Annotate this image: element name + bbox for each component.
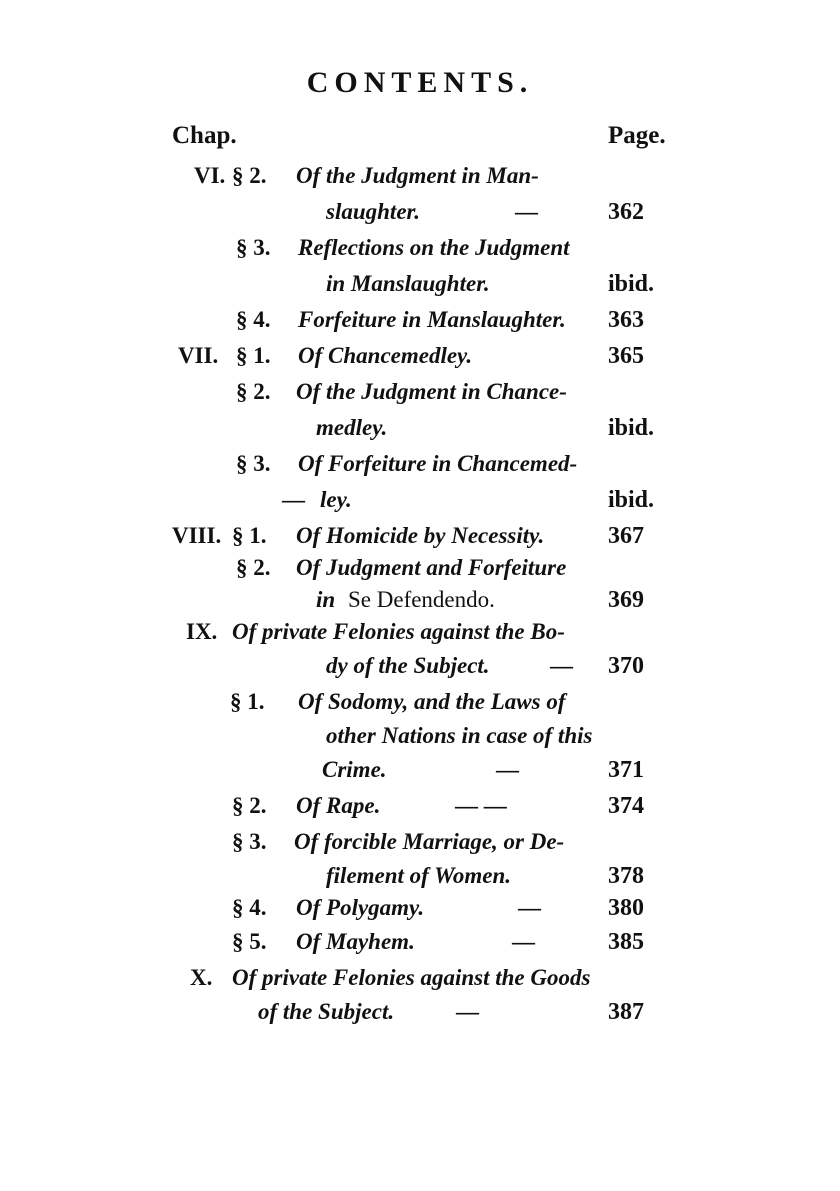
page-number: 380 (608, 895, 644, 921)
leader-dash: — (515, 199, 538, 224)
page-number: 387 (608, 999, 644, 1025)
entry-title: ley. (320, 487, 352, 512)
contents-row (0, 410, 840, 446)
section-number: § 4. (232, 895, 267, 920)
contents-row (0, 446, 840, 482)
entry-title: Of Mayhem. (296, 929, 415, 954)
page-number: 371 (608, 757, 644, 783)
entry-title: in Manslaughter. (326, 271, 490, 296)
entry-title: medley. (316, 415, 388, 440)
entry-title: Of forcible Marriage, or De- (294, 829, 565, 854)
section-number: § 2. (232, 793, 267, 818)
page-number: 362 (608, 199, 644, 225)
chapter-number: VII. (178, 343, 219, 368)
section-number: § 1. (236, 343, 271, 368)
contents-row (0, 994, 840, 1030)
contents-row (0, 858, 840, 894)
page-number: ibid. (608, 415, 655, 441)
page-number: 370 (608, 653, 644, 679)
leader-dash: — (550, 653, 573, 678)
contents-row (0, 518, 840, 554)
chap-column-header: Chap. (172, 122, 237, 149)
entry-title: Of Polygamy. (296, 895, 425, 920)
contents-row (0, 960, 840, 996)
contents-row (0, 194, 840, 230)
contents-row (0, 752, 840, 788)
section-number: § 3. (236, 235, 271, 260)
entry-title: Forfeiture in Manslaughter. (298, 307, 566, 332)
section-number: § 3. (232, 829, 267, 854)
entry-title: Of Judgment and Forfeiture (296, 555, 567, 580)
page-number: 369 (608, 587, 644, 613)
contents-row (0, 302, 840, 338)
entry-title: Of Homicide by Necessity. (296, 523, 545, 548)
contents-row (0, 824, 840, 860)
section-number: § 2. (236, 555, 271, 580)
entry-title: filement of Women. (326, 863, 512, 888)
contents-row (0, 230, 840, 266)
entry-title: Of Sodomy, and the Laws of (298, 689, 566, 714)
page-number: 378 (608, 863, 644, 889)
entry-title: Of private Felonies against the Bo- (232, 619, 565, 644)
entry-title: slaughter. (326, 199, 420, 224)
entry-title: of the Subject. (258, 999, 395, 1024)
entry-title: Of Forfeiture in Chancemed- (298, 451, 578, 476)
page-number: 363 (608, 307, 644, 333)
section-number: § 1. (230, 689, 265, 714)
section-number: § 2. (232, 163, 267, 188)
page-number: 365 (608, 343, 644, 369)
leader-dash: — (496, 757, 519, 782)
entry-title: dy of the Subject. (326, 653, 490, 678)
leader-dash: — (512, 929, 535, 954)
contents-row (0, 788, 840, 824)
entry-title: other Nations in case of this (326, 723, 593, 748)
entry-title: Of private Felonies against the Goods (232, 965, 591, 990)
contents-row (0, 582, 840, 618)
chapter-number: IX. (186, 619, 218, 644)
contents-row (0, 158, 840, 194)
entry-title: Of the Judgment in Chance- (296, 379, 567, 404)
entry-title: Of the Judgment in Man- (296, 163, 539, 188)
page-number: 385 (608, 929, 644, 955)
contents-row (0, 924, 840, 960)
page-column-header: Page. (608, 122, 666, 149)
section-number: § 1. (232, 523, 267, 548)
entry-title: Of Rape. (296, 793, 381, 818)
page-number: ibid. (608, 271, 655, 297)
contents-row (0, 266, 840, 302)
leader-dash: — — (455, 793, 507, 818)
contents-row (0, 684, 840, 720)
chapter-number: X. (190, 965, 213, 990)
entry-title: Crime. (322, 757, 387, 782)
contents-row (0, 614, 840, 650)
chapter-number: VIII. (172, 523, 222, 548)
leader-dash: — (282, 487, 305, 512)
leader-dash: — (518, 895, 541, 920)
chapter-number: VI. (194, 163, 226, 188)
entry-title: Of Chancemedley. (298, 343, 473, 368)
contents-row (0, 482, 840, 518)
section-number: § 3. (236, 451, 271, 476)
entry-title: Reflections on the Judgment (298, 235, 570, 260)
page-number: 374 (608, 793, 644, 819)
page-title: CONTENTS. (306, 66, 534, 99)
contents-row (0, 374, 840, 410)
leader-dash: — (456, 999, 479, 1024)
section-number: § 4. (236, 307, 271, 332)
section-number: § 5. (232, 929, 267, 954)
contents-row (0, 338, 840, 374)
contents-row (0, 648, 840, 684)
entry-title: in (316, 587, 336, 612)
section-number: § 2. (236, 379, 271, 404)
contents-row (0, 550, 840, 586)
entry-title-upright: Se Defendendo. (348, 587, 495, 612)
page-number: ibid. (608, 487, 655, 513)
contents-row (0, 718, 840, 754)
page-number: 367 (608, 523, 644, 549)
contents-row (0, 890, 840, 926)
